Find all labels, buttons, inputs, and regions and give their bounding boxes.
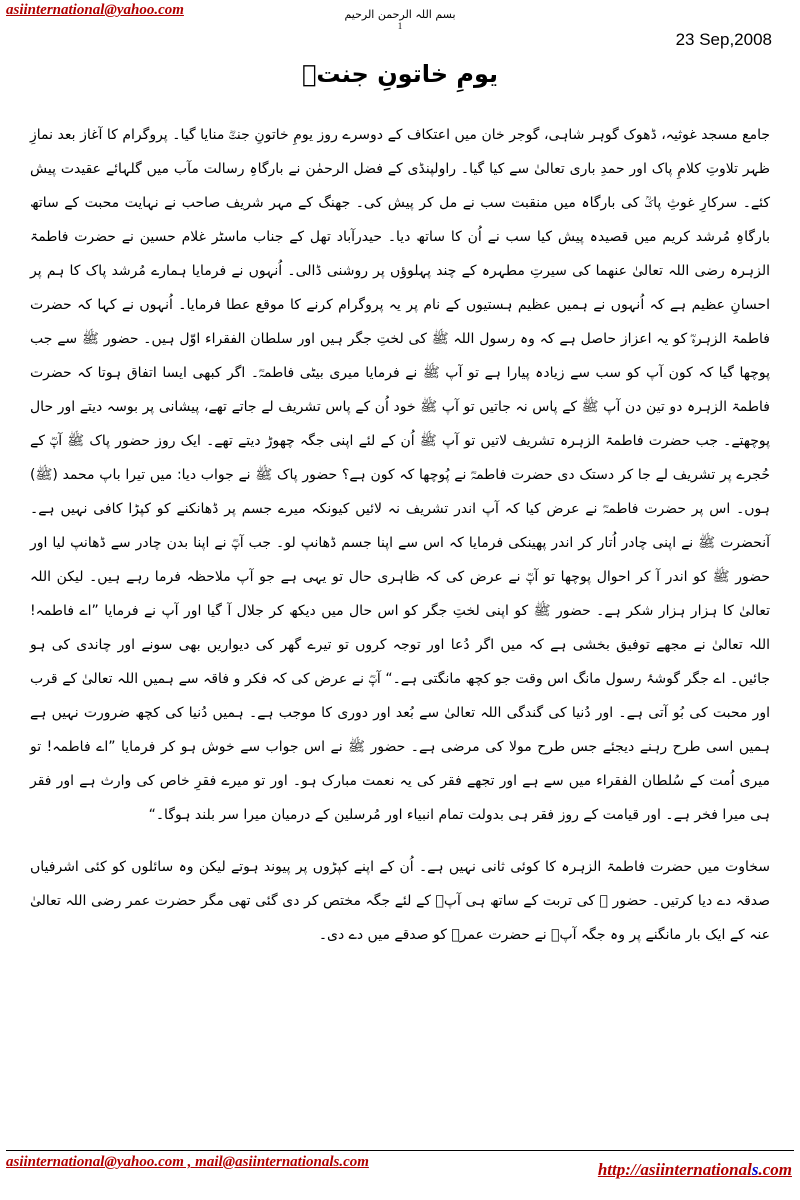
footer-website-link[interactable] xyxy=(598,1160,792,1180)
footer-divider xyxy=(6,1150,794,1151)
footer-emails[interactable]: asiinternational@yahoo.com , mail@asiinternationals.com xyxy=(6,1154,369,1170)
footer-url-accent: s xyxy=(751,1160,759,1179)
paragraph: جامع مسجد غوثیہ، ڈھوک گوہر شاہی، گوجر خان میں اعتکاف کے دوسرے روز یومِ خاتونِ جنتؓ منایا گیا۔ پروگرام کا آغاز بعد نمازِ ظہر تلاوتِ کلامِ پاک اور حمدِ باری تعالیٰ سے کیا گیا۔ راولپنڈی کے فضل الرحمٰن نے بارگاہِ رسالت مآب میں گلہائے عقیدت پیش کئے۔ سرکارِ غوثِ پاکؒ کی بارگاہ میں منقبت سب نے مل کر پیش کی۔ جھنگ کے مہر شریف صاحب نے نہایت محبت کے ساتھ بارگاہِ مُرشد کریم میں قصیدہ پیش کیا سب نے اُن کا ساتھ دیا۔ حیدرآباد تھل کے جناب ماسٹر غلام حسین نے حضرت فاطمۃ الزہرہ رضی اللہ تعالیٰ عنھما کی سیرتِ مطہرہ کے چند پہلوؤں پر روشنی ڈالی۔ اُنہوں نے فرمایا ہمارے مُرشد پاک کا ہم پر احسانِ عظیم ہے کہ اُنہوں نے ہمیں عظیم ہستیوں کے نام پر یہ پروگرام کرنے کا موقع عطا فرمایا۔ اُنہوں نے کہا کہ حضرت فاطمۃ الزہرہؓ کو یہ اعزاز حاصل ہے کہ وہ رسول اللہ ﷺ کی لختِ جگر ہیں اور سلطان الفقراء اوّل ہیں۔ حضور ﷺ سے جب پوچھا گیا کہ کون آپ کو سب سے زیادہ پیارا ہے تو آپ ﷺ نے فرمایا میری بیٹی فاطمہؓ۔ اگر کبھی ایسا اتفاق ہوتا کہ حضرت فاطمۃ الزہرہ دو تین دن آپ ﷺ کے پاس نہ جاتیں تو آپ ﷺ خود اُن کے پاس تشریف لے جاتے تھے، پیشانی پر بوسہ دیتے اور حال پوچھتے۔ جب حضرت فاطمۃ الزہرہ تشریف لاتیں تو آپ ﷺ اُن کے لئے اپنی جگہ چھوڑ دیتے تھے۔ ایک روز حضور پاک ﷺ آپؓ کے حُجرے پر تشریف لے جا کر دستک دی حضرت فاطمہؓ نے پُوچھا کہ کون ہے؟ حضور پاک ﷺ نے جواب دیا: میں تیرا باپ محمد (ﷺ) ہوں۔ اس پر حضرت فاطمہؓ نے عرض کیا کہ آپ اندر تشریف نہ لائیں کیونکہ میرے جسم پر ڈھانکنے کو کپڑا کافی نہیں ہے۔ آنحضرت ﷺ نے اپنی چادر اُتار کر اندر پھینکی فرمایا کہ اس سے اپنا جسم ڈھانپ لو۔ جب آپؓ نے اپنا بدن چادر سے ڈھانپ لیا اور حضور ﷺ کو اندر آ کر احوال پوچھا تو آپؓ نے عرض کی کہ ظاہری حال تو یہی ہے جو آپ ملاحظہ فرما رہے ہیں۔ لیکن اللہ تعالیٰ کا ہزار ہزار شکر ہے۔ حضور ﷺ کو اپنی لختِ جگر کو اس حال میں دیکھ کر جلال آ گیا اور آپ نے فرمایا ”اے فاطمہ! اللہ تعالیٰ نے مجھے توفیق بخشی ہے کہ میں اگر دُعا اور توجہ کروں تو تیرے گھر کی دیواریں بھی سونے اور چاندی کی ہو جائیں۔ اے جگر گوشۂ رسول مانگ اس وقت جو کچھ مانگتی ہے۔“ آپؓ نے عرض کی کہ فکر و فاقہ سے ہمیں اللہ تعالیٰ کے قرب اور محبت کی بُو آتی ہے۔ اور دُنیا کی گندگی اللہ تعالیٰ سے بُعد اور دوری کا موجب ہے۔ ہمیں دُنیا کی کچھ ضرورت نہیں ہے ہمیں اسی طرح رہنے دیجئے جس طرح مولا کی مرضی ہے۔ حضور ﷺ نے اس جواب سے خوش ہو کر فرمایا ”اے فاطمہ! تو میری اُمت کے سُلطان الفقراء میں سے ہے اور تجھے فقر کی یہ نعمت مبارک ہو۔ اور تو میرے فقرِ خاص کی وارث ہے اور فقر ہی میرا فخر ہے۔ اور قیامت کے روز فقر ہی بدولت تمام انبیاء اور مُرسلین کے درمیان میرا سر بلند ہوگا۔“ xyxy=(30,127,770,823)
header-email[interactable]: asiinternational@yahoo.com xyxy=(6,2,184,18)
date: 23 Sep,2008 xyxy=(675,30,772,49)
page-number: 1 xyxy=(397,21,403,31)
footer-url-prefix: http://asiinternational xyxy=(597,1160,752,1179)
page-title: یومِ خاتونِ جنتؓ xyxy=(301,60,499,89)
article-body xyxy=(30,118,770,952)
footer-url-suffix: .com xyxy=(758,1160,792,1179)
bismillah: بسم اللہ الرحمن الرحیم xyxy=(344,8,456,21)
paragraph: سخاوت میں حضرت فاطمۃ الزہرہ کا کوئی ثانی نہیں ہے۔ اُن کے اپنے کپڑوں پر پیوند ہوتے لیکن وہ سائلوں کو کئی اشرفیاں صدقہ دے دیا کرتیں۔ حضور ﷺ کی تربت کے ساتھ ہی آپؓ کے لئے جگہ مختص کر دی گئی تھی مگر حضرت عمر رضی اللہ تعالیٰ عنہ کے ایک بار مانگنے پر وہ جگہ آپؓ نے حضرت عمرؓ کو صدقے میں دے دی۔ xyxy=(30,859,770,943)
